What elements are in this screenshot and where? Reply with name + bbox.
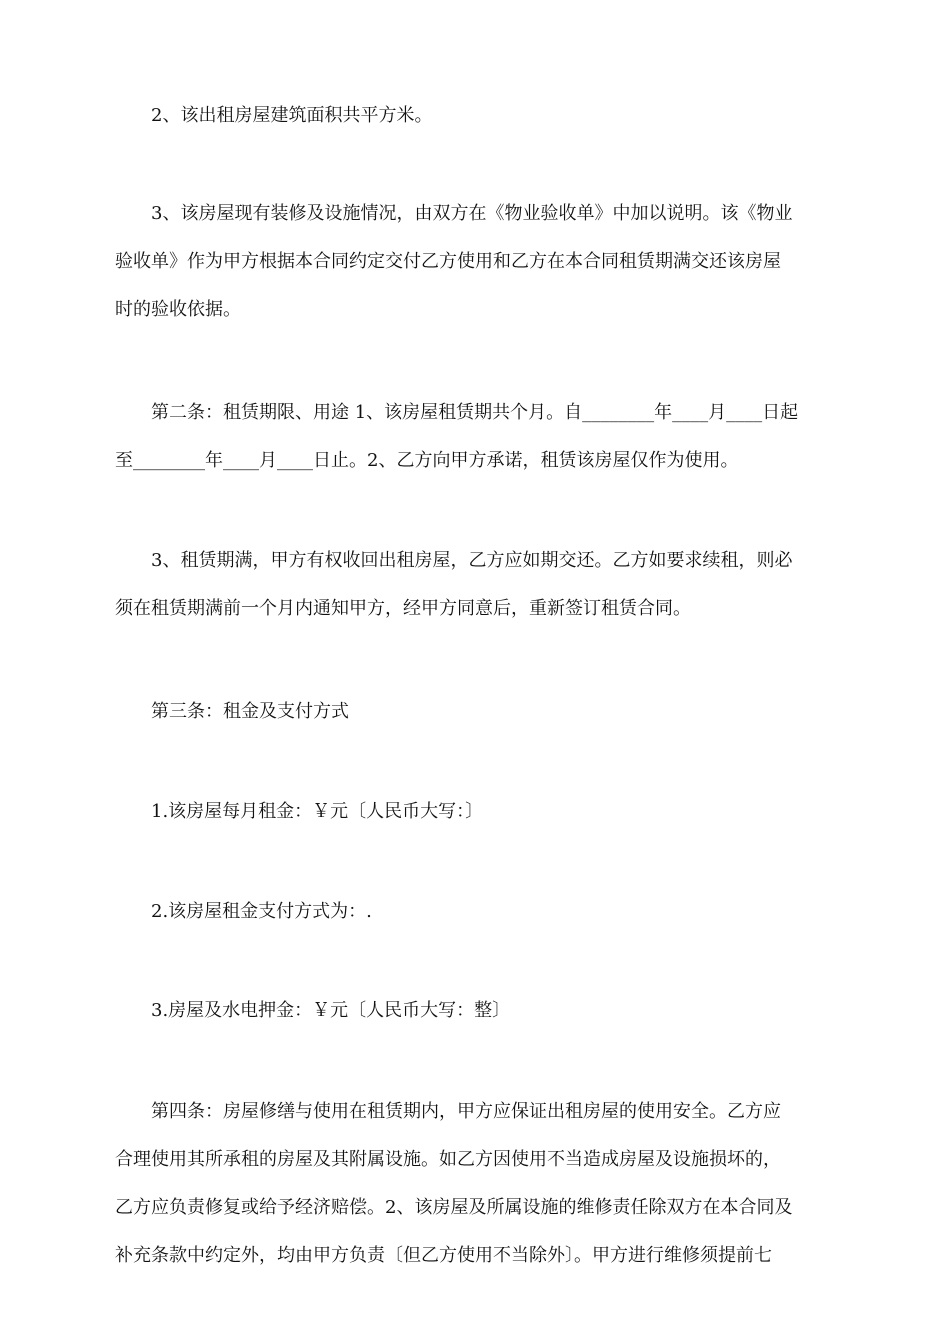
paragraph-deposit xyxy=(115,987,837,1035)
text-line: 第三条：租金及支付方式 xyxy=(151,701,349,722)
text-line: 乙方应负责修复或给予经济赔偿。2、该房屋及所属设施的维修责任除双方在本合同及 xyxy=(115,1197,793,1218)
text-line: 验收单》作为甲方根据本合同约定交付乙方使用和乙方在本合同租赁期满交还该房屋 xyxy=(115,251,781,272)
text-line: 3、租赁期满，甲方有权收回出租房屋，乙方应如期交还。乙方如要求续租，则必 xyxy=(151,550,793,571)
text-line: 2、该出租房屋建筑面积共平方米。 xyxy=(151,105,433,126)
paragraph-facilities xyxy=(115,190,837,334)
text-line: 合理使用其所承租的房屋及其附属设施。如乙方因使用不当造成房屋及设施损坏的， xyxy=(115,1149,781,1170)
text-line: 须在租赁期满前一个月内通知甲方，经甲方同意后，重新签订租赁合同。 xyxy=(115,598,691,619)
paragraph-area xyxy=(115,92,837,140)
paragraph-article-2 xyxy=(115,389,837,485)
text-line: 时的验收依据。 xyxy=(115,299,241,320)
text-line: 第四条：房屋修缮与使用在租赁期内，甲方应保证出租房屋的使用安全。乙方应 xyxy=(151,1101,781,1122)
text-line: 3、该房屋现有装修及设施情况，由双方在《物业验收单》中加以说明。该《物业 xyxy=(151,203,793,224)
text-line: 至________年____月____日止。2、乙方向甲方承诺，租赁该房屋仅作为使用。 xyxy=(115,450,739,471)
text-line: 1.该房屋每月租金：￥元〔人民币大写：〕 xyxy=(151,801,484,822)
paragraph-monthly-rent xyxy=(115,788,837,836)
paragraph-article-4 xyxy=(115,1088,837,1280)
paragraph-payment-method xyxy=(115,888,837,936)
text-line: 2.该房屋租金支付方式为：. xyxy=(151,901,372,922)
text-line: 补充条款中约定外，均由甲方负责〔但乙方使用不当除外〕。甲方进行维修须提前七 xyxy=(115,1245,772,1266)
paragraph-renewal xyxy=(115,537,837,633)
text-line: 3.房屋及水电押金：￥元〔人民币大写：整〕 xyxy=(151,1000,511,1021)
heading-article-3 xyxy=(115,688,837,736)
text-line: 第二条：租赁期限、用途 1、该房屋租赁期共个月。自________年____月____日起 xyxy=(151,402,799,423)
